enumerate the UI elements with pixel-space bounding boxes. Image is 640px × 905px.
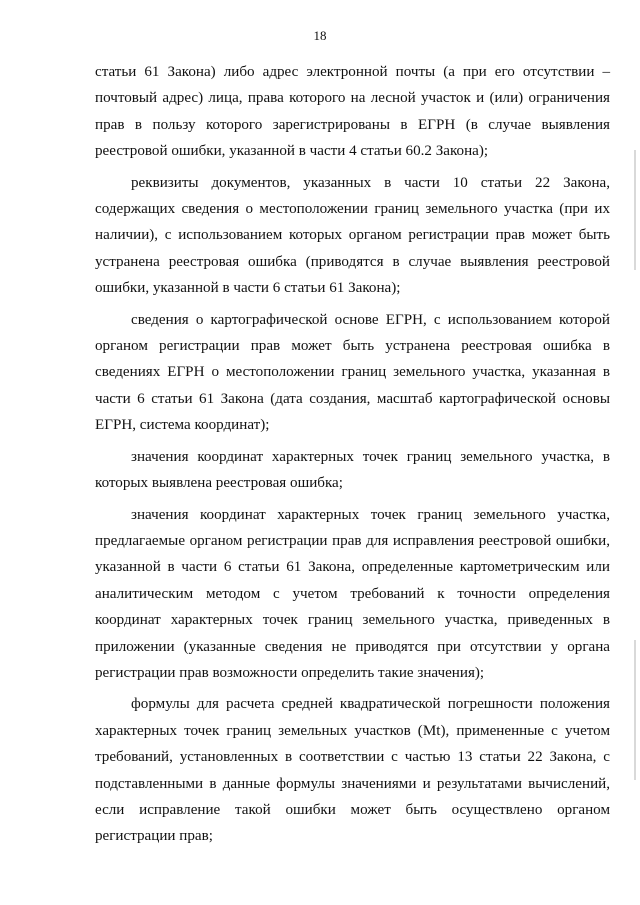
paragraph-cartographic-basis: сведения о картографической основе ЕГРН, с использованием которой органом регистрации прав может быть устранена реестровая ошибка в сведениях ЕГРН о местоположении границ земельного участка, указанная в части 6 статьи 61 Закона (дата создания, масштаб картографической основы ЕГРН, система координат); xyxy=(95,311,610,434)
paragraph-document-requisites: реквизиты документов, указанных в части 10 статьи 22 Закона, содержащих сведения о местоположении границ земельного участка (при их наличии), с использованием которых органом регистрации прав может быть устранена реестровая ошибка (приводятся в случае выявления реестровой ошибки, указанной в части 6 статьи 61 Закона); xyxy=(95,174,610,297)
paragraph-erroneous-coordinates: значения координат характерных точек границ земельного участка, в которых выявлена реестровая ошибка; xyxy=(95,448,610,492)
scan-edge-mark xyxy=(634,150,636,270)
document-body xyxy=(95,59,610,855)
paragraph-proposed-coordinates: значения координат характерных точек границ земельного участка, предлагаемые органом регистрации прав для исправления реестровой ошибки, указанной в части 6 статьи 61 Закона, определенные картометрическим или аналитическим методом с учетом требований к точности определения координат характерных точек границ земельного участка, приведенных в приложении (указанные сведения не приводятся при отсутствии у органа регистрации прав возможности определить такие значения); xyxy=(95,506,610,681)
page-number: 18 xyxy=(313,28,327,43)
paragraph-continuation: статьи 61 Закона) либо адрес электронной почты (а при его отсутствии – почтовый адрес) лица, права которого на лесной участок и (или) ограничения прав в пользу которого зарегистрированы в ЕГРН (в случае выявления реестровой ошибки, указанной в части 4 статьи 60.2 Закона); xyxy=(95,64,610,160)
paragraph-error-formulas: формулы для расчета средней квадратической погрешности положения характерных точек границ земельных участков (Mt), примененные с учетом требований, установленных в соответствии с частью 13 статьи 22 Закона, с подставленными в данные формулы значениями и результатами вычислений, если исправление такой ошибки может быть осуществлено органом регистрации прав; xyxy=(95,696,610,845)
scan-edge-mark xyxy=(634,640,636,780)
